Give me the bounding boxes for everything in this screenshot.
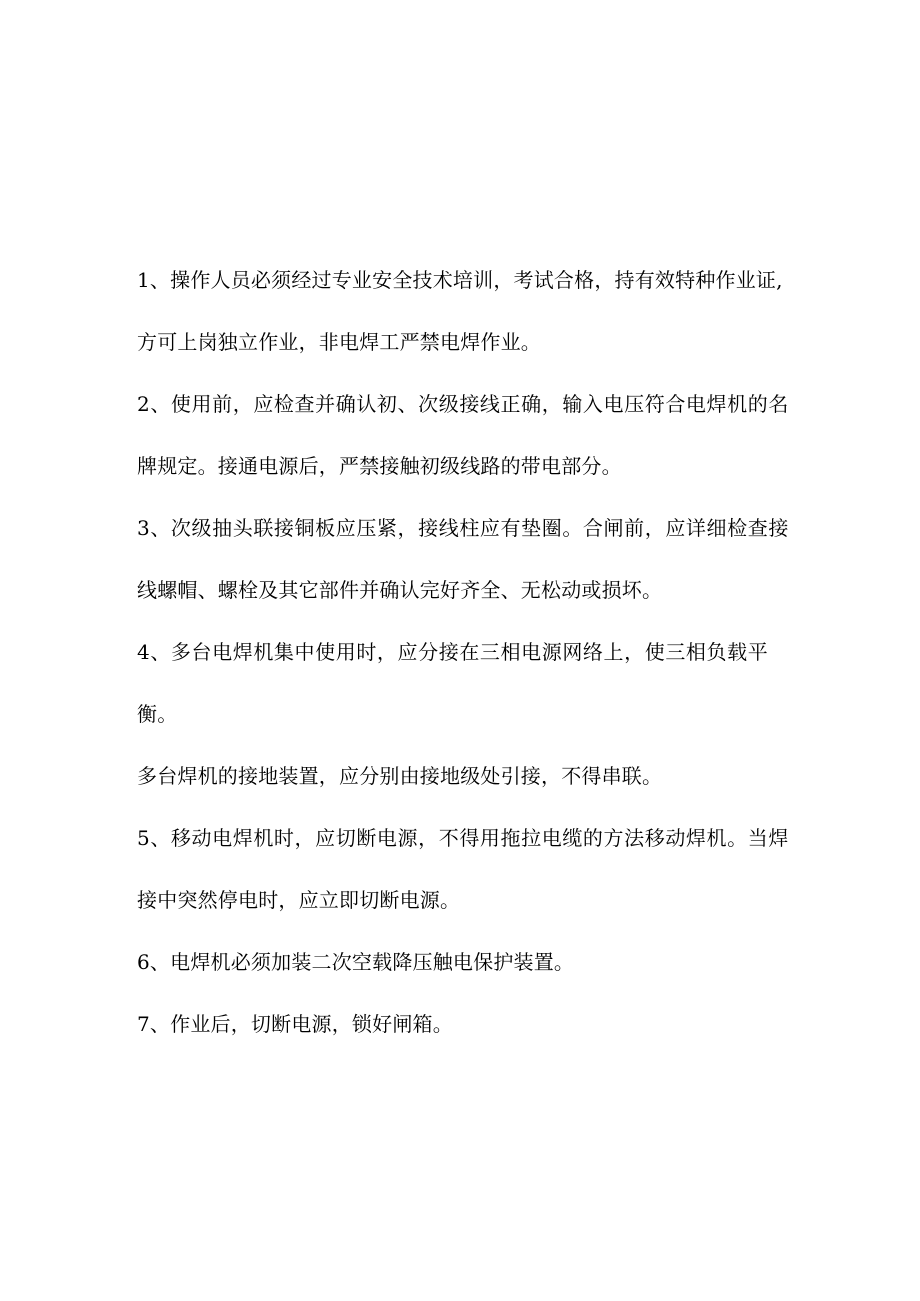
text-line: 4、多台电焊机集中使用时，应分接在三相电源网络上，使三相负载平	[137, 640, 769, 664]
document-body	[137, 262, 837, 1042]
text-line: 2、使用前，应检查并确认初、次级接线正确，输入电压符合电焊机的名	[137, 392, 789, 416]
text-line: 接中突然停电时，应立即切断电源。	[137, 888, 461, 912]
text-line: 5、移动电焊机时，应切断电源，不得用拖拉电缆的方法移动焊机。当焊	[137, 826, 789, 850]
text-line: 1、操作人员必须经过专业安全技术培训，考试合格，持有效特种作业证,	[137, 268, 783, 292]
text-line: 多台焊机的接地装置，应分别由接地级处引接，不得串联。	[137, 764, 663, 788]
text-line: 6、电焊机必须加装二次空载降压触电保护装置。	[137, 950, 575, 974]
text-line: 方可上岗独立作业，非电焊工严禁电焊作业。	[137, 330, 541, 354]
text-line: 衡。	[137, 702, 178, 726]
text-line: 7、作业后，切断电源，锁好闸箱。	[137, 1012, 453, 1036]
text-line: 牌规定。接通电源后，严禁接触初级线路的带电部分。	[137, 454, 622, 478]
text-line: 线螺帽、螺栓及其它部件并确认完好齐全、无松动或损坏。	[137, 578, 663, 602]
text-line: 3、次级抽头联接铜板应压紧，接线柱应有垫圈。合闸前，应详细检查接	[137, 516, 789, 540]
